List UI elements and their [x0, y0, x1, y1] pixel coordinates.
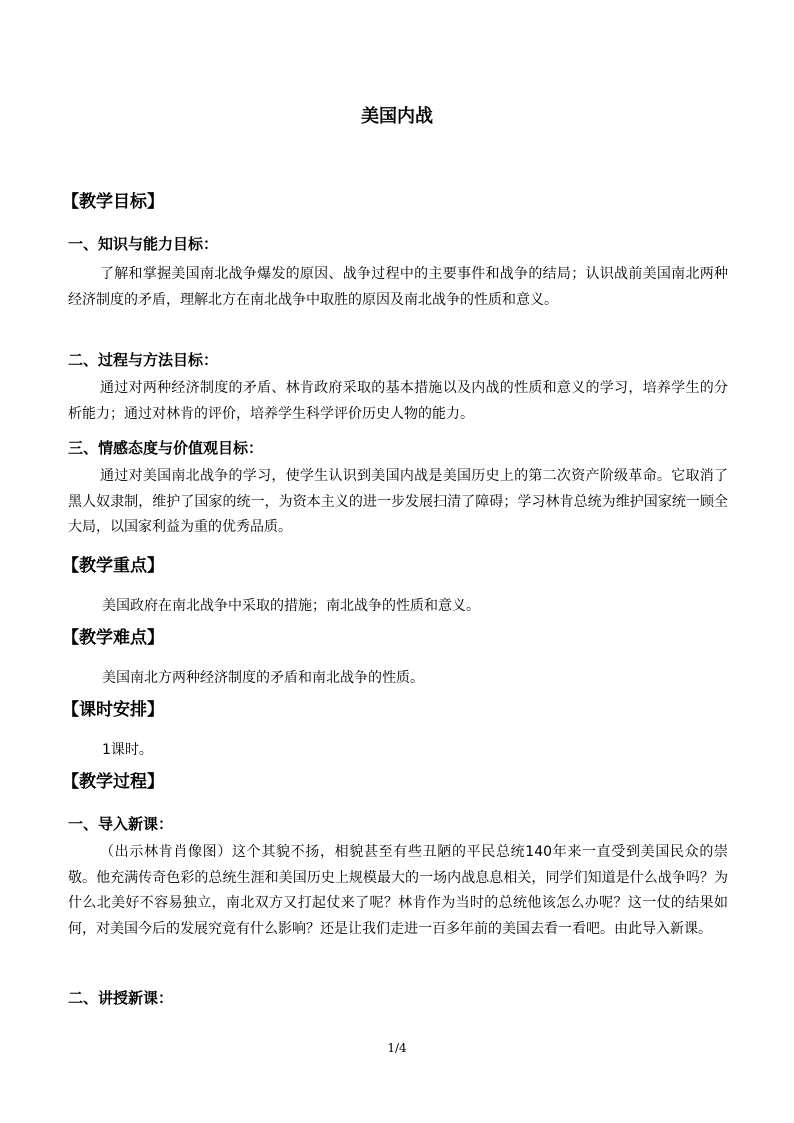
key-points-text: 美国政府在南北战争中采取的措施；南北战争的性质和意义。: [102, 598, 480, 614]
process-section: [68, 348, 728, 427]
objectives-heading: [62, 190, 728, 214]
knowledge-paragraph: 了解和掌握美国南北战争爆发的原因、战争过程中的主要事件和战争的结局；认识战前美国南北两种经济制度的矛盾，理解北方在南北战争中取胜的原因及南北战争的性质和意义。: [68, 266, 728, 308]
knowledge-section: [68, 232, 728, 313]
document-title: 美国内战: [361, 106, 433, 127]
emotion-paragraph: 通过对美国南北战争的学习，使学生认识到美国内战是美国历史上的第二次资产阶级革命。它取消了黑人奴隶制，维护了国家的统一，为资本主义的进一步发展扫清了障碍；学习林肯总统为维护国家统一顾全大局，以国家利益为重的优秀品质。: [68, 468, 728, 535]
teaching-process-heading-block: [62, 770, 728, 794]
difficulty-text: 美国南北方两种经济制度的矛盾和南北战争的性质。: [102, 670, 424, 686]
new-lesson-section: [68, 986, 728, 1010]
intro-paragraph: （出示林肯肖像图）这个其貌不扬，相貌甚至有些丑陋的平民总统140年来一直受到美国民众的崇敬。他充满传奇色彩的总统生涯和美国历史上规模最大的一场内战息息相关，同学们知道是什么战争吗？为什么北美好不容易独立，南北双方又打起仗来了呢？林肯作为当时的总统他该怎么办呢？这一仗的结果如何，对美国今后的发展究竟有什么影响？还是让我们走进一百多年前的美国去看一看吧。由此导入新课。: [68, 844, 728, 937]
emotion-heading: 三、情感态度与价值观目标：: [68, 439, 264, 457]
difficulty-heading: 【教学难点】: [62, 628, 164, 648]
new-lesson-heading: 二、讲授新课：: [68, 989, 174, 1007]
schedule-section: [62, 698, 728, 762]
schedule-text: 1课时。: [102, 742, 153, 758]
key-points-section: [62, 554, 728, 618]
knowledge-heading: 一、知识与能力目标：: [68, 235, 219, 253]
difficulty-section: [62, 626, 728, 690]
process-paragraph: 通过对两种经济制度的矛盾、林肯政府采取的基本措施以及内战的性质和意义的学习，培养学生的分析能力；通过对林肯的评价，培养学生科学评价历史人物的能力。: [68, 380, 728, 422]
intro-heading: 一、导入新课：: [68, 815, 174, 833]
schedule-heading: 【课时安排】: [62, 700, 164, 720]
emotion-section: [68, 436, 728, 541]
key-points-heading: 【教学重点】: [62, 556, 164, 576]
process-heading: 二、过程与方法目标：: [68, 351, 219, 369]
section-heading: 【教学目标】: [62, 192, 164, 212]
intro-section: [68, 812, 728, 942]
teaching-process-heading: 【教学过程】: [62, 772, 164, 792]
page-number: 1/4: [387, 1041, 407, 1055]
